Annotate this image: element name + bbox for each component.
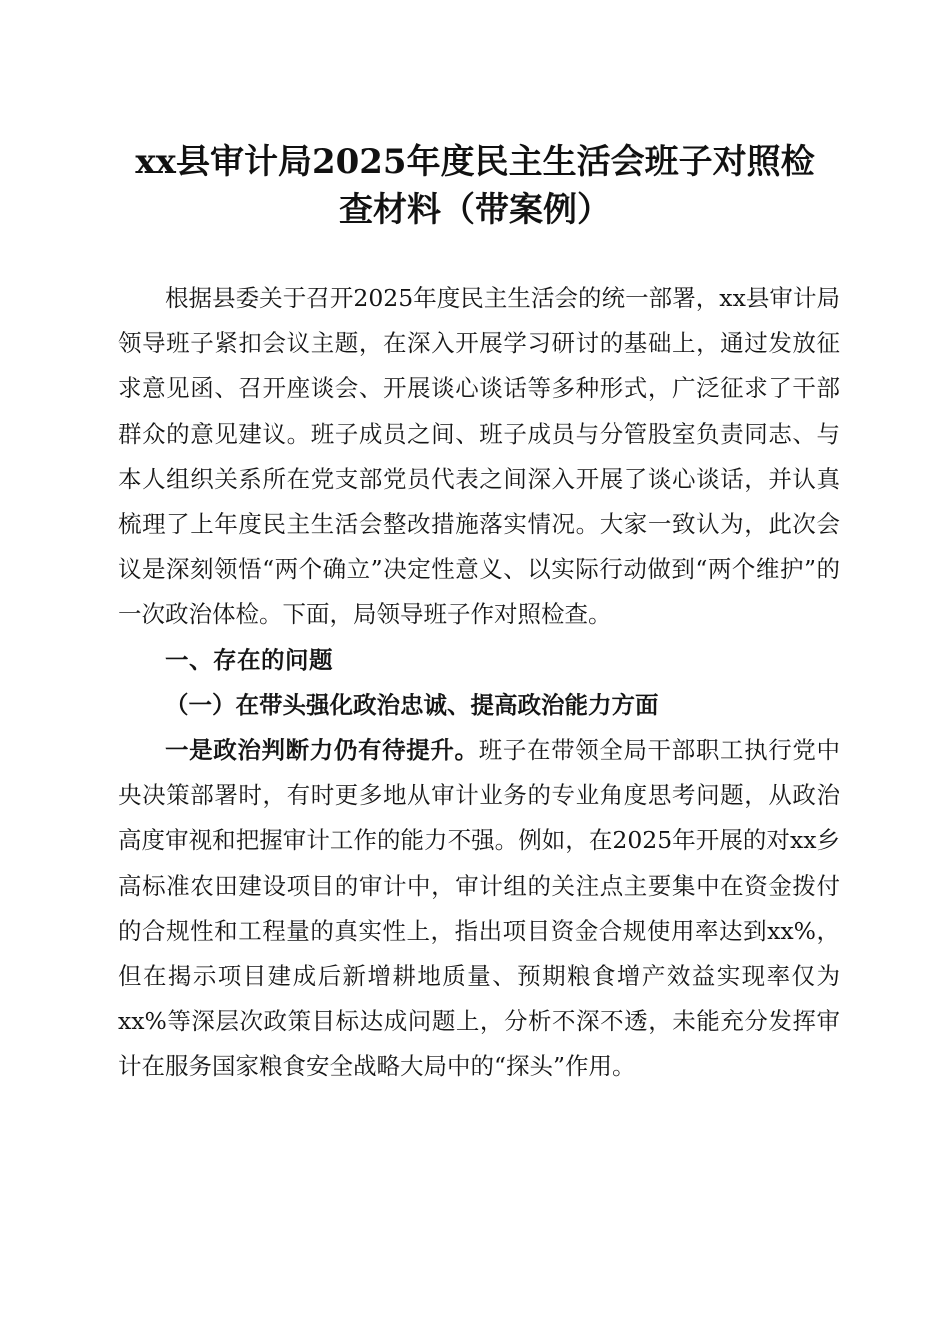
intro-paragraph: 根据县委关于召开2025年度民主生活会的统一部署，xx县审计局领导班子紧扣会议主题，在深入开展学习研讨的基础上，通过发放征求意见函、召开座谈会、开展谈心谈话等多种形式，广泛征求了干部群众的意见建议。班子成员之间、班子成员与分管股室负责同志、与本人组织关系所在党支部党员代表之间深入开展了谈心谈话，并认真梳理了上年度民主生活会整改措施落实情况。大家一致认为，此次会议是深刻领悟“两个确立”决定性意义、以实际行动做到“两个维护”的一次政治体检。下面，局领导班子作对照检查。 — [118, 284, 840, 629]
point-paragraph-1 — [118, 728, 840, 1090]
section-heading-problems: 一、存在的问题 — [165, 645, 333, 674]
document-body — [118, 276, 840, 1090]
title-line-1: xx县审计局2025年度民主生活会班子对照检 — [135, 142, 815, 182]
subsection-heading-political-loyalty: （一）在带头强化政治忠诚、提高政治能力方面 — [165, 690, 659, 719]
document-title — [110, 138, 840, 234]
title-line-2: 查材料（带案例） — [339, 190, 611, 230]
point-lead: 一是政治判断力仍有待提升。 — [165, 736, 479, 765]
point-body: 班子在带领全局干部职工执行党中央决策部署时，有时更多地从审计业务的专业角度思考问题，从政治高度审视和把握审计工作的能力不强。例如，在2025年开展的对xx乡高标准农田建设项目的审计中，审计组的关注点主要集中在资金拨付的合规性和工程量的真实性上，指出项目资金合规使用率达到xx%，但在揭示项目建成后新增耕地质量、预期粮食增产效益实现率仅为xx%等深层次政策目标达成问题上，分析不深不透，未能充分发挥审计在服务国家粮食安全战略大局中的“探头”作用。 — [118, 736, 841, 1081]
